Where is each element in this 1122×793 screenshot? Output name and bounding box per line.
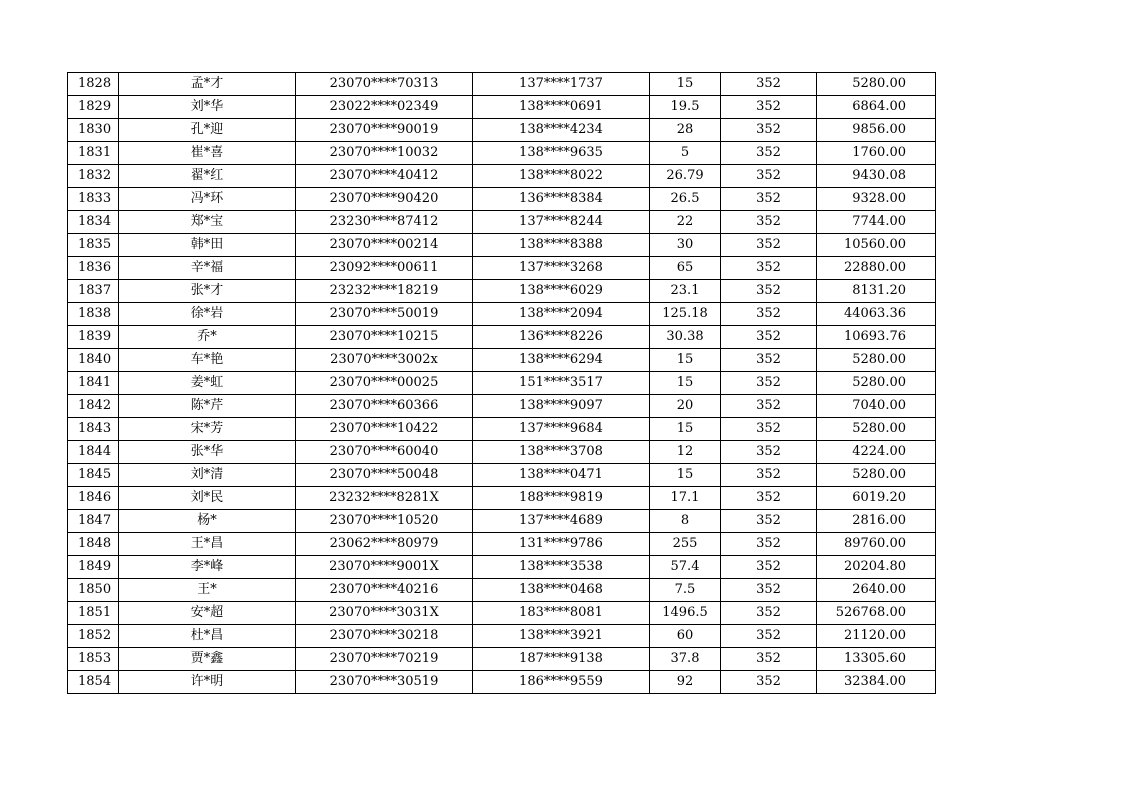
table-row [68,165,936,188]
cell-rate: 352 [721,119,817,142]
cell-seq: 1843 [68,418,119,441]
cell-id-number: 23070****10422 [296,418,473,441]
cell-seq: 1830 [68,119,119,142]
cell-name: 宋*芳 [119,418,296,441]
cell-id-number: 23070****70313 [296,73,473,96]
table-row [68,280,936,303]
cell-id-number: 23070****3002x [296,349,473,372]
cell-quantity: 17.1 [650,487,721,510]
cell-phone: 138****3708 [473,441,650,464]
cell-name: 王*昌 [119,533,296,556]
cell-quantity: 37.8 [650,648,721,671]
cell-phone: 137****4689 [473,510,650,533]
cell-id-number: 23070****60040 [296,441,473,464]
table-row [68,625,936,648]
cell-name: 辛*福 [119,257,296,280]
cell-quantity: 8 [650,510,721,533]
table-row [68,73,936,96]
cell-rate: 352 [721,510,817,533]
cell-rate: 352 [721,165,817,188]
table-row [68,211,936,234]
table-row [68,487,936,510]
cell-quantity: 30.38 [650,326,721,349]
cell-amount: 32384.00 [817,671,936,694]
cell-seq: 1848 [68,533,119,556]
cell-rate: 352 [721,579,817,602]
cell-rate: 352 [721,648,817,671]
cell-rate: 352 [721,418,817,441]
cell-amount: 22880.00 [817,257,936,280]
cell-quantity: 125.18 [650,303,721,326]
table-row [68,234,936,257]
cell-id-number: 23070****30218 [296,625,473,648]
table-row [68,579,936,602]
cell-phone: 151****3517 [473,372,650,395]
cell-quantity: 15 [650,349,721,372]
cell-seq: 1834 [68,211,119,234]
table-row [68,96,936,119]
cell-id-number: 23062****80979 [296,533,473,556]
cell-seq: 1844 [68,441,119,464]
cell-id-number: 23070****90019 [296,119,473,142]
cell-seq: 1845 [68,464,119,487]
table-row [68,395,936,418]
cell-quantity: 92 [650,671,721,694]
cell-quantity: 15 [650,372,721,395]
table-body [68,73,936,694]
cell-phone: 138****6294 [473,349,650,372]
cell-quantity: 5 [650,142,721,165]
cell-phone: 137****3268 [473,257,650,280]
table-row [68,119,936,142]
cell-phone: 183****8081 [473,602,650,625]
cell-name: 张*华 [119,441,296,464]
cell-quantity: 255 [650,533,721,556]
cell-quantity: 65 [650,257,721,280]
cell-id-number: 23232****8281X [296,487,473,510]
cell-name: 杜*昌 [119,625,296,648]
cell-id-number: 23230****87412 [296,211,473,234]
cell-id-number: 23070****9001X [296,556,473,579]
cell-seq: 1847 [68,510,119,533]
cell-id-number: 23092****00611 [296,257,473,280]
table-row [68,372,936,395]
cell-id-number: 23070****3031X [296,602,473,625]
cell-amount: 89760.00 [817,533,936,556]
cell-phone: 136****8384 [473,188,650,211]
cell-id-number: 23070****00025 [296,372,473,395]
cell-phone: 138****2094 [473,303,650,326]
cell-phone: 187****9138 [473,648,650,671]
cell-id-number: 23070****30519 [296,671,473,694]
cell-amount: 7040.00 [817,395,936,418]
cell-rate: 352 [721,349,817,372]
cell-name: 李*峰 [119,556,296,579]
cell-amount: 2640.00 [817,579,936,602]
cell-rate: 352 [721,625,817,648]
cell-phone: 138****0691 [473,96,650,119]
cell-quantity: 60 [650,625,721,648]
cell-seq: 1829 [68,96,119,119]
cell-phone: 138****0468 [473,579,650,602]
cell-id-number: 23022****02349 [296,96,473,119]
cell-seq: 1842 [68,395,119,418]
cell-quantity: 15 [650,73,721,96]
cell-amount: 2816.00 [817,510,936,533]
cell-name: 韩*田 [119,234,296,257]
table-row [68,464,936,487]
cell-phone: 137****8244 [473,211,650,234]
cell-phone: 138****3538 [473,556,650,579]
cell-rate: 352 [721,441,817,464]
cell-id-number: 23232****18219 [296,280,473,303]
cell-id-number: 23070****40216 [296,579,473,602]
table-row [68,142,936,165]
table-row [68,671,936,694]
cell-amount: 6864.00 [817,96,936,119]
cell-id-number: 23070****00214 [296,234,473,257]
cell-phone: 136****8226 [473,326,650,349]
cell-rate: 352 [721,602,817,625]
cell-phone: 137****1737 [473,73,650,96]
cell-phone: 138****4234 [473,119,650,142]
cell-seq: 1850 [68,579,119,602]
cell-seq: 1832 [68,165,119,188]
cell-id-number: 23070****10215 [296,326,473,349]
cell-name: 翟*红 [119,165,296,188]
cell-amount: 4224.00 [817,441,936,464]
cell-amount: 5280.00 [817,73,936,96]
cell-name: 刘*清 [119,464,296,487]
cell-amount: 10693.76 [817,326,936,349]
cell-amount: 5280.00 [817,464,936,487]
cell-id-number: 23070****10032 [296,142,473,165]
cell-amount: 9430.08 [817,165,936,188]
cell-rate: 352 [721,280,817,303]
cell-rate: 352 [721,303,817,326]
cell-amount: 8131.20 [817,280,936,303]
cell-rate: 352 [721,556,817,579]
cell-quantity: 20 [650,395,721,418]
cell-phone: 138****8388 [473,234,650,257]
cell-rate: 352 [721,464,817,487]
cell-quantity: 1496.5 [650,602,721,625]
cell-id-number: 23070****40412 [296,165,473,188]
cell-phone: 138****8022 [473,165,650,188]
cell-seq: 1837 [68,280,119,303]
cell-rate: 352 [721,211,817,234]
cell-seq: 1852 [68,625,119,648]
cell-phone: 137****9684 [473,418,650,441]
cell-quantity: 28 [650,119,721,142]
cell-name: 孔*迎 [119,119,296,142]
table-row [68,303,936,326]
table-row [68,188,936,211]
cell-seq: 1851 [68,602,119,625]
cell-id-number: 23070****70219 [296,648,473,671]
cell-amount: 5280.00 [817,418,936,441]
cell-quantity: 12 [650,441,721,464]
cell-amount: 6019.20 [817,487,936,510]
cell-seq: 1841 [68,372,119,395]
cell-amount: 21120.00 [817,625,936,648]
cell-seq: 1838 [68,303,119,326]
cell-id-number: 23070****60366 [296,395,473,418]
table-row [68,556,936,579]
cell-rate: 352 [721,188,817,211]
cell-seq: 1836 [68,257,119,280]
cell-seq: 1840 [68,349,119,372]
table-row [68,510,936,533]
cell-name: 陈*芹 [119,395,296,418]
cell-amount: 526768.00 [817,602,936,625]
cell-name: 刘*民 [119,487,296,510]
cell-amount: 5280.00 [817,372,936,395]
cell-rate: 352 [721,142,817,165]
table-row [68,602,936,625]
cell-phone: 138****6029 [473,280,650,303]
table-row [68,418,936,441]
cell-seq: 1846 [68,487,119,510]
table-row [68,349,936,372]
cell-quantity: 57.4 [650,556,721,579]
cell-name: 杨* [119,510,296,533]
cell-id-number: 23070****10520 [296,510,473,533]
cell-name: 姜*虹 [119,372,296,395]
cell-amount: 5280.00 [817,349,936,372]
cell-amount: 9856.00 [817,119,936,142]
cell-name: 孟*才 [119,73,296,96]
cell-name: 乔* [119,326,296,349]
cell-id-number: 23070****50019 [296,303,473,326]
cell-rate: 352 [721,372,817,395]
table-row [68,257,936,280]
cell-rate: 352 [721,533,817,556]
table-row [68,533,936,556]
cell-name: 安*超 [119,602,296,625]
cell-rate: 352 [721,671,817,694]
cell-quantity: 26.79 [650,165,721,188]
cell-quantity: 30 [650,234,721,257]
data-table [67,72,936,694]
cell-amount: 13305.60 [817,648,936,671]
cell-quantity: 7.5 [650,579,721,602]
cell-quantity: 26.5 [650,188,721,211]
cell-name: 冯*环 [119,188,296,211]
cell-rate: 352 [721,487,817,510]
cell-amount: 1760.00 [817,142,936,165]
cell-seq: 1849 [68,556,119,579]
table-row [68,326,936,349]
cell-phone: 131****9786 [473,533,650,556]
cell-rate: 352 [721,96,817,119]
cell-rate: 352 [721,326,817,349]
cell-quantity: 23.1 [650,280,721,303]
cell-quantity: 15 [650,418,721,441]
cell-rate: 352 [721,234,817,257]
cell-amount: 44063.36 [817,303,936,326]
cell-rate: 352 [721,257,817,280]
cell-seq: 1854 [68,671,119,694]
cell-name: 许*明 [119,671,296,694]
cell-amount: 20204.80 [817,556,936,579]
cell-name: 崔*喜 [119,142,296,165]
table-row [68,648,936,671]
cell-id-number: 23070****90420 [296,188,473,211]
cell-phone: 138****9097 [473,395,650,418]
cell-name: 贾*鑫 [119,648,296,671]
cell-rate: 352 [721,395,817,418]
cell-name: 王* [119,579,296,602]
cell-seq: 1828 [68,73,119,96]
cell-seq: 1831 [68,142,119,165]
cell-phone: 138****3921 [473,625,650,648]
cell-name: 郑*宝 [119,211,296,234]
cell-name: 张*才 [119,280,296,303]
cell-seq: 1835 [68,234,119,257]
cell-name: 刘*华 [119,96,296,119]
cell-quantity: 22 [650,211,721,234]
cell-quantity: 19.5 [650,96,721,119]
cell-name: 车*艳 [119,349,296,372]
cell-seq: 1839 [68,326,119,349]
cell-phone: 138****0471 [473,464,650,487]
cell-amount: 10560.00 [817,234,936,257]
cell-phone: 188****9819 [473,487,650,510]
cell-phone: 186****9559 [473,671,650,694]
cell-amount: 7744.00 [817,211,936,234]
cell-amount: 9328.00 [817,188,936,211]
cell-name: 徐*岩 [119,303,296,326]
cell-phone: 138****9635 [473,142,650,165]
cell-rate: 352 [721,73,817,96]
cell-seq: 1833 [68,188,119,211]
cell-id-number: 23070****50048 [296,464,473,487]
table-row [68,441,936,464]
cell-seq: 1853 [68,648,119,671]
cell-quantity: 15 [650,464,721,487]
